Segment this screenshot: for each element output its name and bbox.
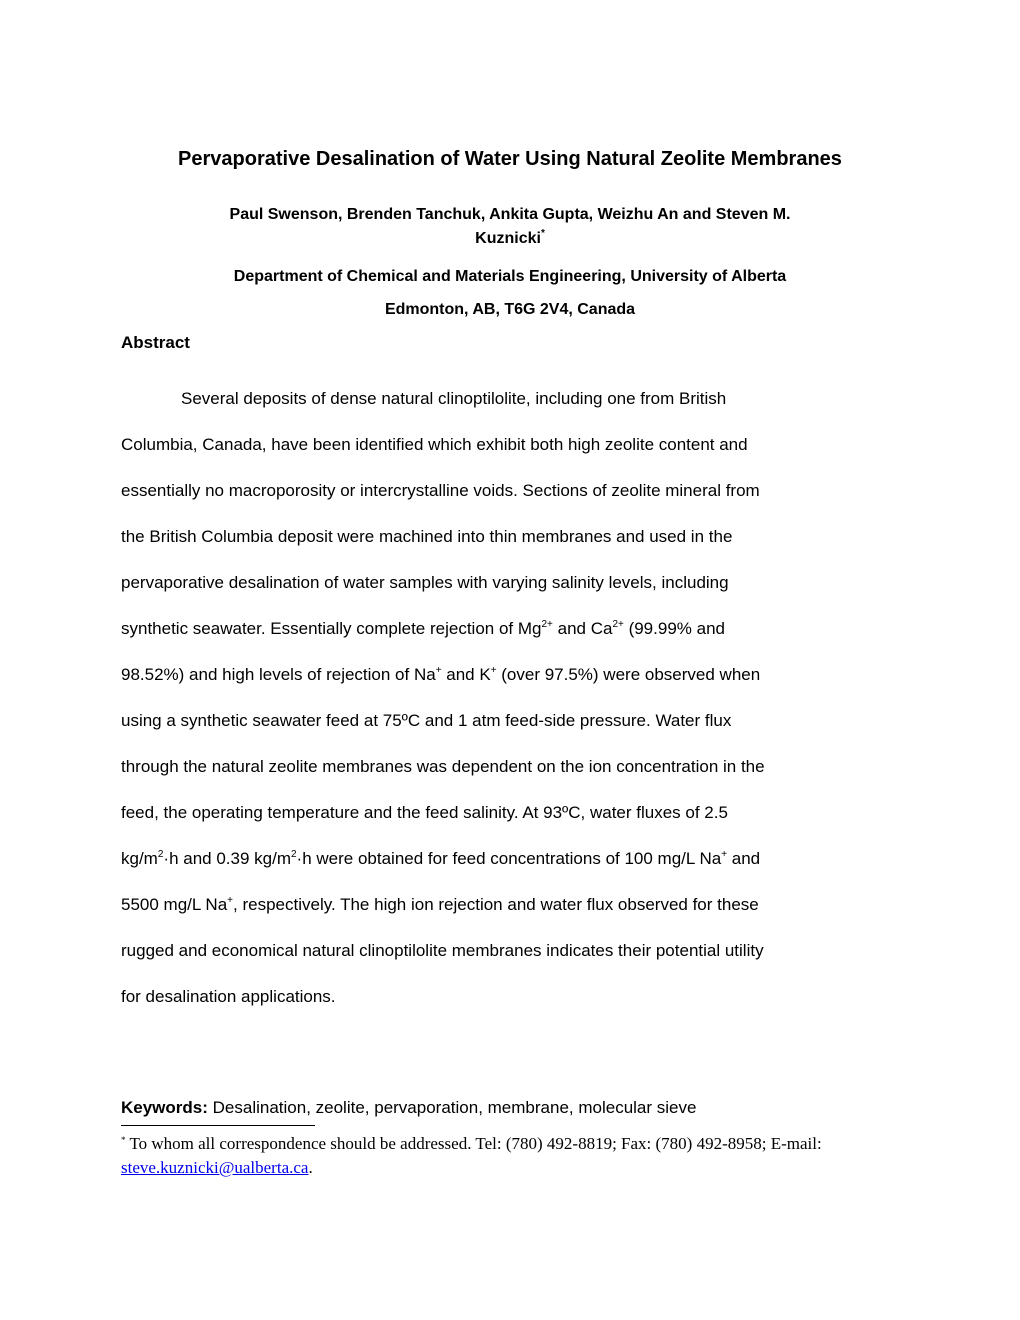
abstract-text: (over 97.5%) were observed when <box>496 665 761 684</box>
abstract-text: (99.99% and <box>623 619 725 638</box>
superscript: + <box>227 895 234 906</box>
affiliation-line-1: Department of Chemical and Materials Engineering, University of Alberta <box>233 268 787 285</box>
abstract-text: ·h were obtained for feed concentrations of 100 mg/L Na <box>296 849 722 868</box>
abstract-line-13: rugged and economical natural clinoptilolite membranes indicates their potential utility <box>121 941 764 960</box>
abstract-text: and <box>727 849 761 868</box>
corresponding-author-mark: * <box>540 228 545 239</box>
abstract-line-7 <box>121 663 760 687</box>
paper-title: Pervaporative Desalination of Water Using Natural Zeolite Membranes <box>178 148 842 170</box>
keywords <box>121 1096 696 1120</box>
superscript: 2+ <box>612 619 624 630</box>
abstract-text: synthetic seawater. Essentially complete rejection of Mg <box>121 619 542 638</box>
abstract-line-1: Several deposits of dense natural clinoptilolite, including one from British <box>181 389 727 408</box>
footnote <box>121 1132 901 1180</box>
keywords-text: Desalination, zeolite, pervaporation, membrane, molecular sieve <box>207 1098 697 1117</box>
footnote-mark: * <box>121 1135 126 1145</box>
abstract-text: , respectively. The high ion rejection and water flux observed for these <box>233 895 759 914</box>
abstract-line-10: feed, the operating temperature and the feed salinity. At 93ºC, water fluxes of 2.5 <box>121 803 728 822</box>
footnote-end: . <box>308 1158 313 1177</box>
abstract-text: and Ca <box>552 619 613 638</box>
abstract-line-2: Columbia, Canada, have been identified which exhibit both high zeolite content and <box>121 435 748 454</box>
abstract-text: 5500 mg/L Na <box>121 895 228 914</box>
author-list <box>150 203 870 251</box>
email-link[interactable]: steve.kuznicki@ualberta.ca <box>121 1158 309 1177</box>
superscript: + <box>435 665 442 676</box>
abstract-text: kg/m <box>121 849 158 868</box>
affiliation-line-2: Edmonton, AB, T6G 2V4, Canada <box>384 301 636 318</box>
abstract-line-12 <box>121 893 759 917</box>
superscript: + <box>721 849 728 860</box>
abstract-line-6 <box>121 617 725 641</box>
abstract-line-5: pervaporative desalination of water samples with varying salinity levels, including <box>121 573 729 592</box>
author-line-2: Kuznicki <box>475 230 541 247</box>
footnote-text: To whom all correspondence should be addressed. Tel: (780) 492-8819; Fax: (780) 492-8958; E-mail: <box>125 1134 822 1153</box>
abstract-line-14: for desalination applications. <box>121 987 336 1006</box>
abstract-text: ·h and 0.39 kg/m <box>163 849 291 868</box>
abstract-line-3: essentially no macroporosity or intercrystalline voids. Sections of zeolite mineral from <box>121 481 760 500</box>
abstract-line-11 <box>121 847 760 871</box>
superscript: + <box>490 665 497 676</box>
abstract-line-9: through the natural zeolite membranes was dependent on the ion concentration in the <box>121 757 765 776</box>
author-line-1: Paul Swenson, Brenden Tanchuk, Ankita Gupta, Weizhu An and Steven M. <box>229 206 791 223</box>
footnote-divider <box>121 1125 315 1126</box>
superscript: 2 <box>157 849 164 860</box>
keywords-label: Keywords: <box>121 1098 208 1117</box>
abstract-heading: Abstract <box>121 333 190 352</box>
superscript: 2+ <box>541 619 553 630</box>
superscript: 2 <box>290 849 297 860</box>
abstract-line-4: the British Columbia deposit were machined into thin membranes and used in the <box>121 527 733 546</box>
abstract-text: 98.52%) and high levels of rejection of Na <box>121 665 436 684</box>
abstract-line-8: using a synthetic seawater feed at 75ºC and 1 atm feed-side pressure. Water flux <box>121 711 732 730</box>
abstract-text: and K <box>441 665 491 684</box>
